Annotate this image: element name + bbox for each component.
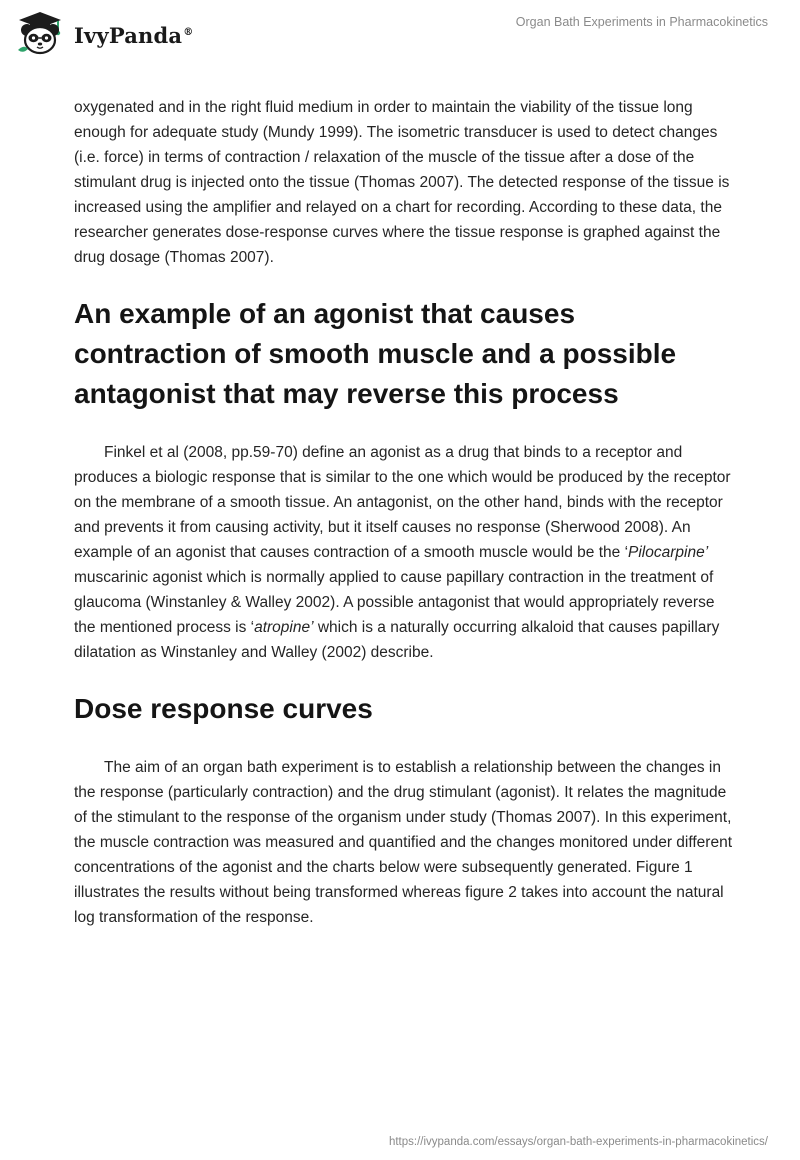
heading-dose-response: Dose response curves [74, 693, 373, 724]
registered-mark: ® [183, 26, 194, 38]
essay-body [74, 95, 734, 930]
agonist-text-part1: Finkel et al (2008, pp.59-70) define an agonist as a drug that binds to a receptor and produces a biologic response that is similar to the one which would be produced by the receptor on the membrane of a smooth tissue. An antagonist, on the other hand, binds with the receptor and prevents it from causing activity, but it itself causes no response (Sherwood 2008). An example of an agonist that causes contraction of a smooth muscle would be the ‘ [74, 444, 731, 561]
footer-source-url[interactable]: https://ivypanda.com/essays/organ-bath-experiments-in-pharmacokinetics/ [388, 1136, 768, 1148]
intro-paragraph: oxygenated and in the right fluid medium in order to maintain the viability of the tissue long enough for adequate study (Mundy 1999). The isometric transducer is used to detect changes (i.e. force) in terms of contraction / relaxation of the muscle of the tissue after a dose of the stimulant drug is injected onto the tissue (Thomas 2007). The detected response of the tissue is increased using the amplifier and relayed on a chart for recording. According to these data, the researcher generates dose-response curves where the tissue response is graphed against the drug dosage (Thomas 2007). [74, 99, 730, 266]
dose-paragraph: The aim of an organ bath experiment is to establish a relationship between the changes in the response (particularly contraction) and the drug stimulant (agonist). It relates the magnitude of the stimulant to the response of the organism under study (Thomas 2007). In this experiment, the muscle contraction was measured and quantified and the changes monitored under different concentrations of the agonist and the charts below were subsequently generated. Figure 1 illustrates the results without being transformed whereas figure 2 takes into account the natural log transformation of the response. [74, 759, 733, 926]
ivypanda-logo[interactable] [14, 10, 193, 56]
agonist-text-part3: which is a naturally occurring alkaloid that causes papillary dilatation as Winstanley and Walley (2002) describe. [74, 619, 720, 661]
atropine-term: atropine’ [254, 619, 314, 636]
logo-text: IvyPanda® [74, 22, 194, 48]
agonist-text-part2: muscarinic agonist which is normally applied to cause papillary contraction in the treatment of glaucoma (Winstanley & Walley 2002). A possible antagonist that would appropriately reverse the mentioned process is ‘ [74, 569, 715, 636]
agonist-paragraph [74, 440, 734, 665]
heading-agonist-example: An example of an agonist that causes contraction of smooth muscle and a possible antagonist that may reverse this process [74, 298, 677, 409]
page-header [0, 0, 800, 70]
document-title: Organ Bath Experiments in Pharmacokinetics [515, 15, 768, 29]
panda-graduate-icon [14, 10, 66, 56]
pilocarpine-term: Pilocarpine’ [628, 544, 709, 561]
